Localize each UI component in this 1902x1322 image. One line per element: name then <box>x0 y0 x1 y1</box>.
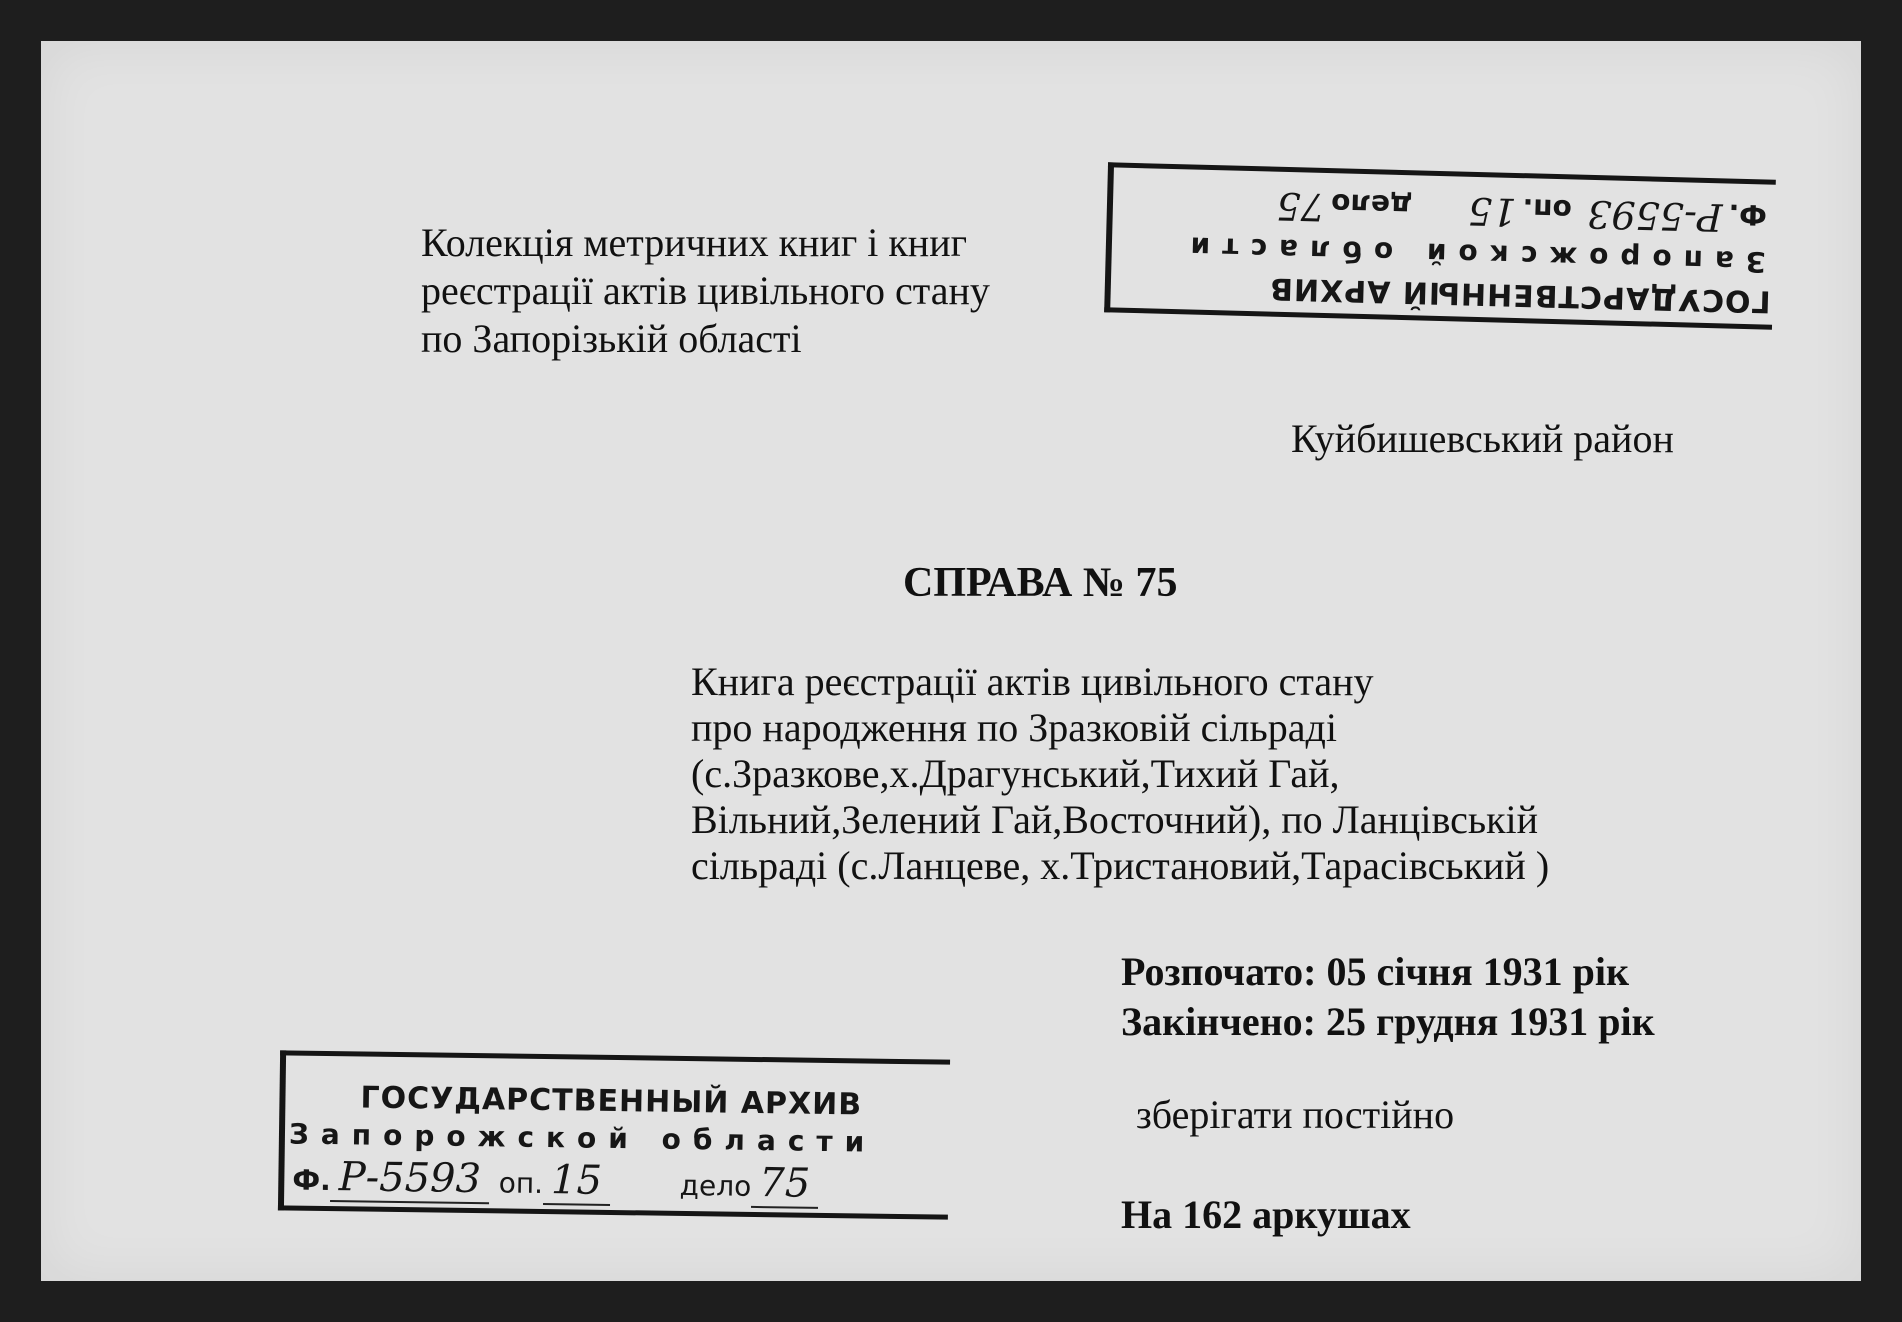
case-description <box>691 659 1549 889</box>
stamp-region: Запорожской области <box>1178 230 1767 279</box>
case-title: СПРАВА № 75 <box>903 560 1178 606</box>
district-label: Куйбишевський район <box>1291 416 1674 461</box>
stamp-delo-label: дело <box>679 1168 752 1203</box>
stamp-delo-label: дело <box>1330 187 1413 223</box>
stamp-opis-label: оп. <box>1522 192 1573 227</box>
collection-title <box>421 219 990 363</box>
collection-line: Колекція метричних книг і книг <box>421 220 968 265</box>
description-line: Вільний,Зелений Гай,Восточний), по Ланцівській <box>691 797 1539 842</box>
archive-stamp-top <box>1104 162 1776 329</box>
stamp-fond-value: Р-5593 <box>1586 191 1724 240</box>
start-date: Розпочато: 05 січня 1931 рік <box>1121 949 1630 994</box>
stamp-delo-value: 75 <box>1276 183 1326 229</box>
stamp-fond-label: Ф. <box>292 1163 331 1198</box>
stamp-archive-name: ГОСУДАРСТВЕННЫЙ АРХИВ <box>1268 270 1772 319</box>
stamp-reference <box>292 1154 819 1207</box>
stamp-delo-value: 75 <box>751 1160 819 1209</box>
description-line: Книга реєстрації актів цивільного стану <box>691 659 1374 704</box>
sheet-count: На 162 аркушах <box>1121 1192 1411 1237</box>
document-sheet <box>41 41 1861 1281</box>
stamp-fond-label: Ф. <box>1728 197 1768 232</box>
stamp-reference <box>1270 184 1767 241</box>
stamp-opis-label: оп. <box>498 1166 544 1201</box>
archive-stamp-bottom <box>278 1050 950 1219</box>
case-dates <box>1121 947 1655 1047</box>
stamp-region: Запорожской области <box>288 1117 877 1159</box>
stamp-archive-name: ГОСУДАРСТВЕННЫЙ АРХИВ <box>360 1080 863 1123</box>
stamp-fond-value: Р-5593 <box>330 1154 489 1204</box>
description-line: (с.Зразкове,х.Драгунський,Тихий Гай, <box>691 751 1340 796</box>
retention-note: зберігати постійно <box>1136 1092 1455 1137</box>
collection-line: по Запорізькій області <box>421 316 802 361</box>
stamp-opis-value: 15 <box>1467 188 1517 234</box>
description-line: про народження по Зразковій сільраді <box>691 705 1337 750</box>
collection-line: реєстрації актів цивільного стану <box>421 268 990 313</box>
end-date: Закінчено: 25 грудня 1931 рік <box>1121 999 1655 1044</box>
description-line: сільраді (с.Ланцеве, х.Тристановий,Тарасівський ) <box>691 843 1550 888</box>
stamp-opis-value: 15 <box>543 1157 611 1206</box>
